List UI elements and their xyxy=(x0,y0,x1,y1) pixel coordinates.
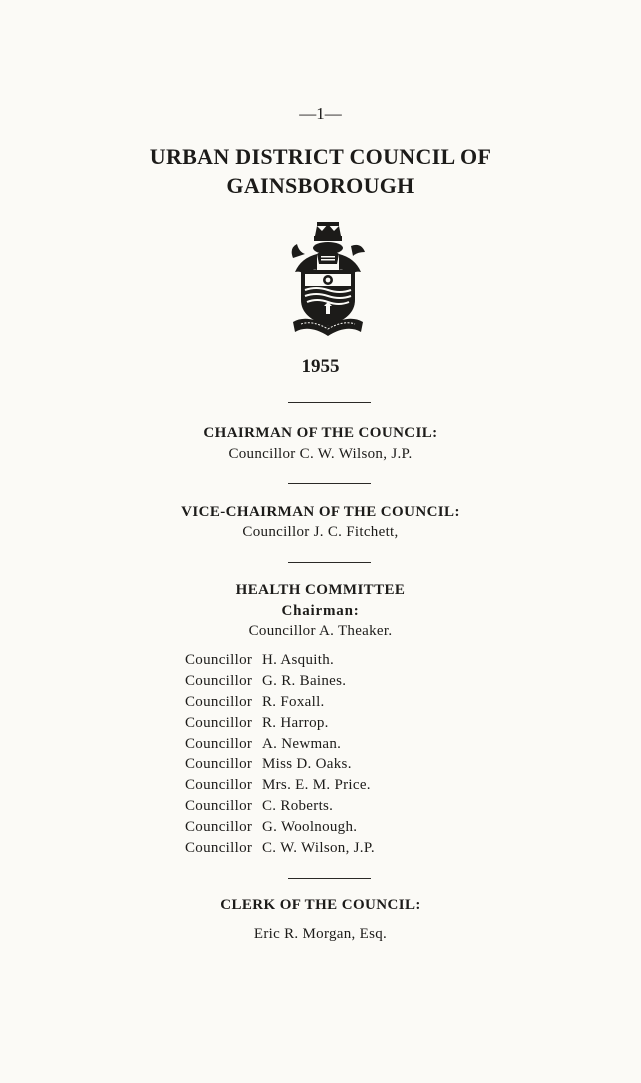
list-item: Councillor R. Harrop. xyxy=(185,714,329,731)
clerk-name: Eric R. Morgan, Esq. xyxy=(253,926,388,942)
divider xyxy=(288,562,371,563)
health-committee-heading: HEALTH COMMITTEE xyxy=(235,582,406,598)
list-item: Councillor A. Newman. xyxy=(185,735,342,752)
clerk-heading: CLERK OF THE COUNCIL: xyxy=(220,897,421,913)
divider xyxy=(288,402,371,403)
list-item: Councillor G. R. Baines. xyxy=(185,672,347,689)
divider xyxy=(288,483,371,484)
report-year: 1955 xyxy=(301,356,340,377)
list-item: Councillor Miss D. Oaks. xyxy=(185,756,352,773)
list-item: Councillor G. Woolnough. xyxy=(185,819,358,836)
chairman-heading: CHAIRMAN OF THE COUNCIL: xyxy=(203,425,438,441)
committee-chairman-name: Councillor A. Theaker. xyxy=(248,623,393,639)
list-item: Councillor H. Asquith. xyxy=(185,652,335,668)
list-item: Councillor C. Roberts. xyxy=(185,798,334,815)
committee-member-list xyxy=(185,652,485,861)
list-item: Councillor Mrs. E. M. Price. xyxy=(185,777,371,794)
vice-chairman-heading: VICE-CHAIRMAN OF THE COUNCIL: xyxy=(181,504,460,520)
title-line-2: GAINSBOROUGH xyxy=(226,173,415,198)
divider xyxy=(288,878,371,879)
committee-chairman-label: Chairman: xyxy=(281,603,360,619)
title-line-1: URBAN DISTRICT COUNCIL OF xyxy=(149,144,492,169)
chairman-name: Councillor C. W. Wilson, J.P. xyxy=(228,446,413,462)
page-number: —1— xyxy=(299,104,342,123)
vice-chairman-name: Councillor J. C. Fitchett, xyxy=(242,524,399,540)
coat-of-arms-icon xyxy=(287,218,369,340)
list-item: Councillor C. W. Wilson, J.P. xyxy=(185,840,375,857)
list-item: Councillor R. Foxall. xyxy=(185,693,325,710)
